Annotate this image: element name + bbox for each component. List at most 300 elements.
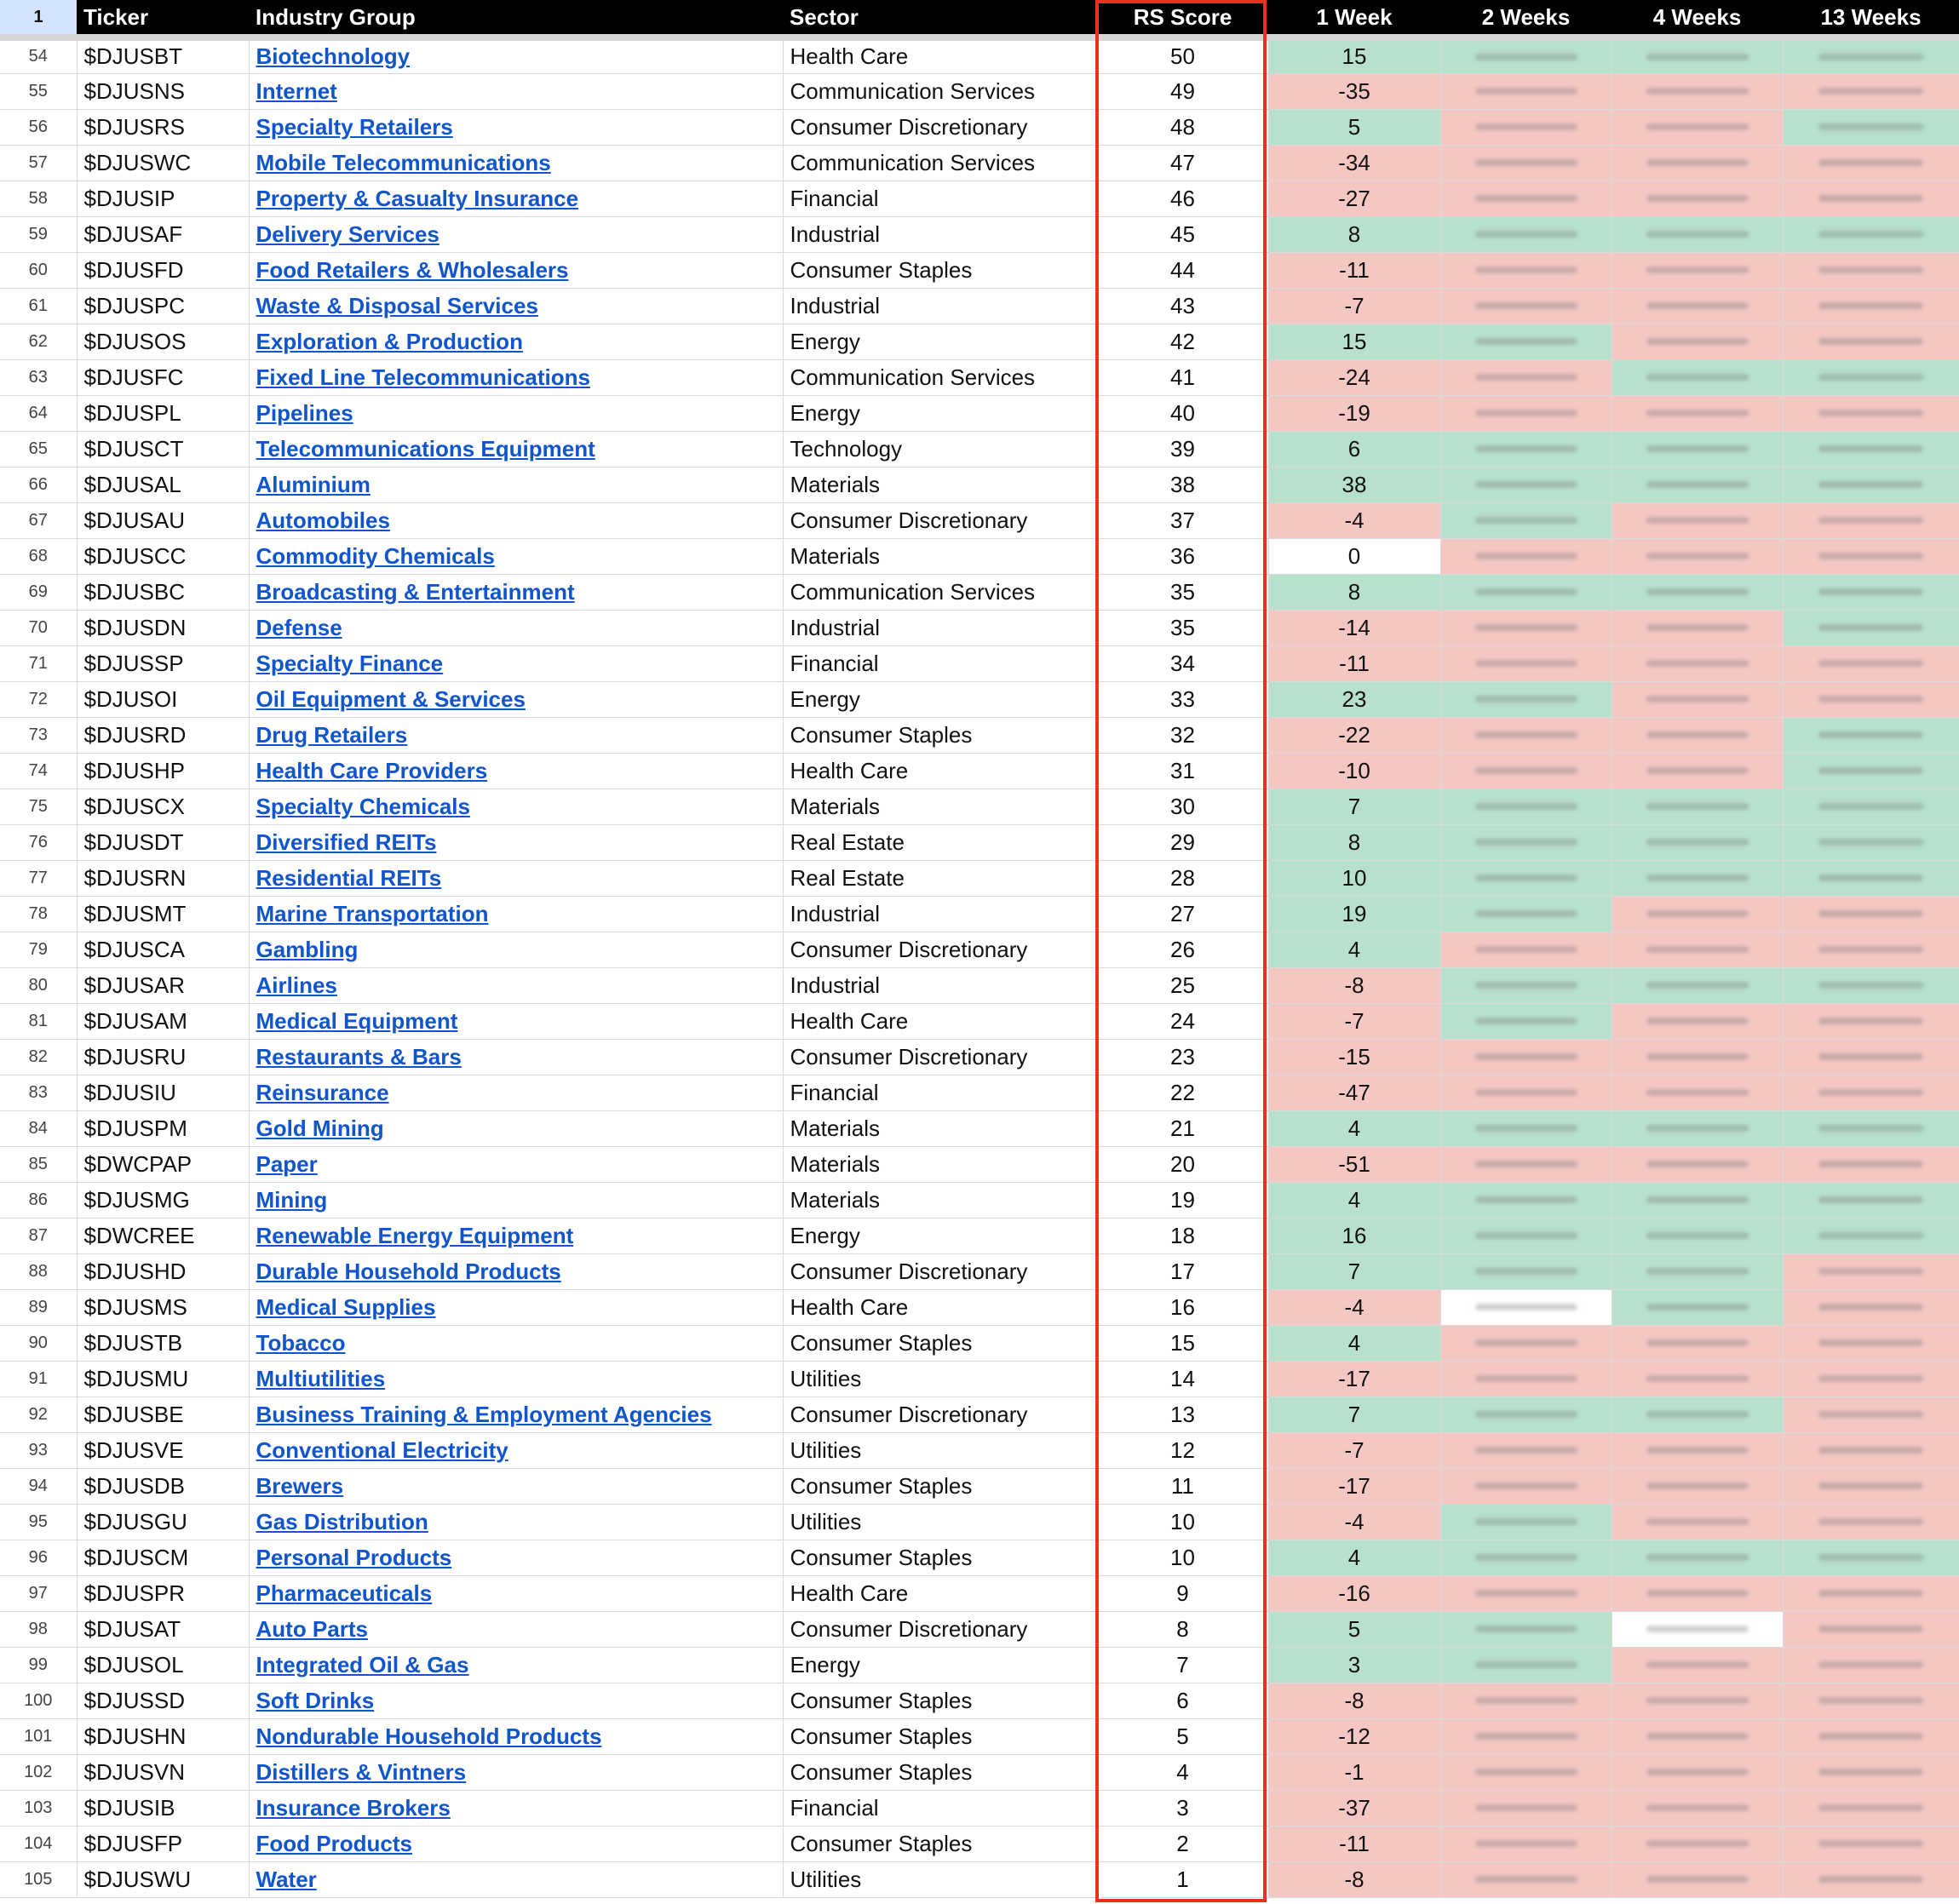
sector-cell[interactable]: Utilities xyxy=(783,1361,1097,1396)
industry-group-cell[interactable] xyxy=(249,896,783,932)
rs-score-cell[interactable]: 16 xyxy=(1097,1289,1268,1325)
blurred-4-weeks-cell[interactable] xyxy=(1611,288,1783,324)
blurred-2-weeks-cell[interactable] xyxy=(1440,1003,1611,1039)
blurred-2-weeks-cell[interactable] xyxy=(1440,37,1611,73)
sector-cell[interactable]: Consumer Discretionary xyxy=(783,1253,1097,1289)
blurred-4-weeks-cell[interactable] xyxy=(1611,681,1783,717)
blurred-4-weeks-cell[interactable] xyxy=(1611,1504,1783,1540)
blurred-13-weeks-cell[interactable] xyxy=(1783,1683,1959,1718)
rs-score-cell[interactable]: 8 xyxy=(1097,1611,1268,1647)
ticker-cell[interactable]: $DJUSHN xyxy=(77,1718,249,1754)
row-number[interactable]: 63 xyxy=(0,359,77,395)
ticker-cell[interactable]: $DJUSTB xyxy=(77,1325,249,1361)
row-number[interactable]: 71 xyxy=(0,645,77,681)
row-number[interactable]: 102 xyxy=(0,1754,77,1790)
ticker-cell[interactable]: $DJUSBE xyxy=(77,1396,249,1432)
industry-group-cell[interactable] xyxy=(249,1754,783,1790)
row-number[interactable]: 68 xyxy=(0,538,77,574)
row-number[interactable]: 76 xyxy=(0,824,77,860)
sector-cell[interactable]: Industrial xyxy=(783,967,1097,1003)
industry-group-link[interactable]: Specialty Retailers xyxy=(256,113,453,140)
row-number[interactable]: 70 xyxy=(0,610,77,645)
blurred-13-weeks-cell[interactable] xyxy=(1783,1182,1959,1218)
ticker-cell[interactable]: $DJUSWC xyxy=(77,145,249,181)
blurred-2-weeks-cell[interactable] xyxy=(1440,1325,1611,1361)
ticker-cell[interactable]: $DJUSMG xyxy=(77,1182,249,1218)
sector-cell[interactable]: Health Care xyxy=(783,1003,1097,1039)
ticker-cell[interactable]: $DJUSPR xyxy=(77,1575,249,1611)
week-1-change-cell[interactable]: -14 xyxy=(1268,610,1440,645)
sector-cell[interactable]: Energy xyxy=(783,1647,1097,1683)
week-1-change-cell[interactable]: -4 xyxy=(1268,1289,1440,1325)
week-1-change-cell[interactable]: 16 xyxy=(1268,1218,1440,1253)
week-1-change-cell[interactable]: -27 xyxy=(1268,181,1440,216)
blurred-4-weeks-cell[interactable] xyxy=(1611,395,1783,431)
blurred-13-weeks-cell[interactable] xyxy=(1783,181,1959,216)
industry-group-cell[interactable] xyxy=(249,1611,783,1647)
blurred-13-weeks-cell[interactable] xyxy=(1783,574,1959,610)
week-1-change-cell[interactable]: 4 xyxy=(1268,1540,1440,1575)
industry-group-cell[interactable] xyxy=(249,1468,783,1504)
industry-group-cell[interactable] xyxy=(249,37,783,73)
sector-cell[interactable]: Financial xyxy=(783,645,1097,681)
blurred-2-weeks-cell[interactable] xyxy=(1440,1683,1611,1718)
week-1-change-cell[interactable]: -4 xyxy=(1268,1504,1440,1540)
blurred-2-weeks-cell[interactable] xyxy=(1440,681,1611,717)
industry-group-cell[interactable] xyxy=(249,1718,783,1754)
industry-group-cell[interactable] xyxy=(249,538,783,574)
rs-score-cell[interactable]: 43 xyxy=(1097,288,1268,324)
blurred-13-weeks-cell[interactable] xyxy=(1783,1003,1959,1039)
ticker-cell[interactable]: $DJUSNS xyxy=(77,73,249,109)
blurred-2-weeks-cell[interactable] xyxy=(1440,1647,1611,1683)
ticker-cell[interactable]: $DJUSFD xyxy=(77,252,249,288)
industry-group-link[interactable]: Drug Retailers xyxy=(256,721,408,748)
sector-cell[interactable]: Consumer Discretionary xyxy=(783,932,1097,967)
week-1-change-cell[interactable]: 38 xyxy=(1268,467,1440,502)
rs-score-cell[interactable]: 7 xyxy=(1097,1647,1268,1683)
blurred-2-weeks-cell[interactable] xyxy=(1440,1540,1611,1575)
industry-group-link[interactable]: Oil Equipment & Services xyxy=(256,685,526,712)
blurred-13-weeks-cell[interactable] xyxy=(1783,359,1959,395)
industry-group-link[interactable]: Tobacco xyxy=(256,1329,346,1356)
industry-group-cell[interactable] xyxy=(249,145,783,181)
industry-group-link[interactable]: Renewable Energy Equipment xyxy=(256,1222,574,1248)
industry-group-cell[interactable] xyxy=(249,73,783,109)
industry-group-cell[interactable] xyxy=(249,1110,783,1146)
row-number[interactable]: 105 xyxy=(0,1861,77,1897)
industry-group-cell[interactable] xyxy=(249,681,783,717)
week-1-change-cell[interactable]: 4 xyxy=(1268,932,1440,967)
week-1-change-cell[interactable]: -16 xyxy=(1268,1575,1440,1611)
sector-cell[interactable]: Health Care xyxy=(783,1575,1097,1611)
blurred-13-weeks-cell[interactable] xyxy=(1783,73,1959,109)
rs-score-cell[interactable]: 24 xyxy=(1097,1003,1268,1039)
blurred-13-weeks-cell[interactable] xyxy=(1783,1540,1959,1575)
row-number[interactable]: 85 xyxy=(0,1146,77,1182)
sector-cell[interactable]: Utilities xyxy=(783,1432,1097,1468)
blurred-13-weeks-cell[interactable] xyxy=(1783,395,1959,431)
blurred-13-weeks-cell[interactable] xyxy=(1783,1718,1959,1754)
sector-cell[interactable]: Technology xyxy=(783,431,1097,467)
blurred-4-weeks-cell[interactable] xyxy=(1611,1146,1783,1182)
industry-group-cell[interactable] xyxy=(249,1540,783,1575)
blurred-13-weeks-cell[interactable] xyxy=(1783,789,1959,824)
row-number[interactable]: 62 xyxy=(0,324,77,359)
row-number[interactable]: 92 xyxy=(0,1396,77,1432)
rs-score-cell[interactable]: 5 xyxy=(1097,1718,1268,1754)
row-number[interactable]: 64 xyxy=(0,395,77,431)
week-1-change-cell[interactable]: -37 xyxy=(1268,1790,1440,1826)
week-1-change-cell[interactable]: -24 xyxy=(1268,359,1440,395)
industry-group-cell[interactable] xyxy=(249,1861,783,1897)
rs-score-cell[interactable]: 35 xyxy=(1097,574,1268,610)
column-header-industry-group[interactable]: Industry Group xyxy=(249,0,783,37)
industry-group-link[interactable]: Food Retailers & Wholesalers xyxy=(256,256,569,283)
column-header-4-weeks[interactable]: 4 Weeks xyxy=(1611,0,1783,37)
rs-score-cell[interactable]: 27 xyxy=(1097,896,1268,932)
rs-score-cell[interactable]: 9 xyxy=(1097,1575,1268,1611)
blurred-2-weeks-cell[interactable] xyxy=(1440,1146,1611,1182)
week-1-change-cell[interactable]: -4 xyxy=(1268,502,1440,538)
rs-score-cell[interactable]: 12 xyxy=(1097,1432,1268,1468)
industry-group-cell[interactable] xyxy=(249,181,783,216)
rs-score-cell[interactable]: 22 xyxy=(1097,1075,1268,1110)
sector-cell[interactable]: Industrial xyxy=(783,610,1097,645)
industry-group-cell[interactable] xyxy=(249,1504,783,1540)
blurred-13-weeks-cell[interactable] xyxy=(1783,324,1959,359)
week-1-change-cell[interactable]: -12 xyxy=(1268,1718,1440,1754)
blurred-13-weeks-cell[interactable] xyxy=(1783,824,1959,860)
week-1-change-cell[interactable]: 23 xyxy=(1268,681,1440,717)
industry-group-link[interactable]: Durable Household Products xyxy=(256,1258,561,1284)
blurred-13-weeks-cell[interactable] xyxy=(1783,753,1959,789)
ticker-cell[interactable]: $DWCPAP xyxy=(77,1146,249,1182)
row-number[interactable]: 93 xyxy=(0,1432,77,1468)
blurred-13-weeks-cell[interactable] xyxy=(1783,502,1959,538)
rs-score-cell[interactable]: 46 xyxy=(1097,181,1268,216)
industry-group-cell[interactable] xyxy=(249,109,783,145)
ticker-cell[interactable]: $DJUSIP xyxy=(77,181,249,216)
rs-score-cell[interactable]: 25 xyxy=(1097,967,1268,1003)
week-1-change-cell[interactable]: -17 xyxy=(1268,1361,1440,1396)
sector-cell[interactable]: Consumer Staples xyxy=(783,1826,1097,1861)
week-1-change-cell[interactable]: 10 xyxy=(1268,860,1440,896)
rs-score-cell[interactable]: 41 xyxy=(1097,359,1268,395)
blurred-13-weeks-cell[interactable] xyxy=(1783,1218,1959,1253)
week-1-change-cell[interactable]: 4 xyxy=(1268,1182,1440,1218)
industry-group-cell[interactable] xyxy=(249,932,783,967)
blurred-13-weeks-cell[interactable] xyxy=(1783,1790,1959,1826)
sector-cell[interactable]: Utilities xyxy=(783,1861,1097,1897)
industry-group-cell[interactable] xyxy=(249,252,783,288)
blurred-2-weeks-cell[interactable] xyxy=(1440,1182,1611,1218)
blurred-4-weeks-cell[interactable] xyxy=(1611,1289,1783,1325)
blurred-13-weeks-cell[interactable] xyxy=(1783,1396,1959,1432)
column-header-ticker[interactable]: Ticker xyxy=(77,0,249,37)
blurred-2-weeks-cell[interactable] xyxy=(1440,1039,1611,1075)
rs-score-cell[interactable]: 19 xyxy=(1097,1182,1268,1218)
sector-cell[interactable]: Materials xyxy=(783,1146,1097,1182)
ticker-cell[interactable]: $DJUSIB xyxy=(77,1790,249,1826)
row-number-header[interactable]: 1 xyxy=(0,0,77,37)
sector-cell[interactable]: Energy xyxy=(783,681,1097,717)
sector-cell[interactable]: Consumer Discretionary xyxy=(783,502,1097,538)
ticker-cell[interactable]: $DJUSAT xyxy=(77,1611,249,1647)
ticker-cell[interactable]: $DJUSMU xyxy=(77,1361,249,1396)
blurred-2-weeks-cell[interactable] xyxy=(1440,824,1611,860)
industry-group-cell[interactable] xyxy=(249,1325,783,1361)
industry-group-cell[interactable] xyxy=(249,288,783,324)
blurred-4-weeks-cell[interactable] xyxy=(1611,1396,1783,1432)
industry-group-link[interactable]: Restaurants & Bars xyxy=(256,1043,462,1070)
blurred-4-weeks-cell[interactable] xyxy=(1611,789,1783,824)
industry-group-link[interactable]: Commodity Chemicals xyxy=(256,542,495,569)
sector-cell[interactable]: Consumer Staples xyxy=(783,1540,1097,1575)
industry-group-link[interactable]: Brewers xyxy=(256,1472,344,1499)
sector-cell[interactable]: Materials xyxy=(783,1182,1097,1218)
ticker-cell[interactable]: $DJUSWU xyxy=(77,1861,249,1897)
industry-group-link[interactable]: Medical Equipment xyxy=(256,1007,458,1034)
week-1-change-cell[interactable]: 8 xyxy=(1268,574,1440,610)
rs-score-cell[interactable]: 2 xyxy=(1097,1826,1268,1861)
industry-group-link[interactable]: Gold Mining xyxy=(256,1115,384,1141)
industry-group-cell[interactable] xyxy=(249,1146,783,1182)
sector-cell[interactable]: Financial xyxy=(783,1790,1097,1826)
blurred-2-weeks-cell[interactable] xyxy=(1440,1432,1611,1468)
row-number[interactable]: 57 xyxy=(0,145,77,181)
rs-score-cell[interactable]: 38 xyxy=(1097,467,1268,502)
blurred-4-weeks-cell[interactable] xyxy=(1611,1540,1783,1575)
row-number[interactable]: 60 xyxy=(0,252,77,288)
sector-cell[interactable]: Industrial xyxy=(783,288,1097,324)
sector-cell[interactable]: Consumer Staples xyxy=(783,717,1097,753)
ticker-cell[interactable]: $DJUSRD xyxy=(77,717,249,753)
industry-group-cell[interactable] xyxy=(249,860,783,896)
blurred-4-weeks-cell[interactable] xyxy=(1611,1861,1783,1897)
blurred-4-weeks-cell[interactable] xyxy=(1611,37,1783,73)
blurred-4-weeks-cell[interactable] xyxy=(1611,1325,1783,1361)
rs-score-cell[interactable]: 10 xyxy=(1097,1504,1268,1540)
rs-score-cell[interactable]: 26 xyxy=(1097,932,1268,967)
ticker-cell[interactable]: $DJUSRU xyxy=(77,1039,249,1075)
blurred-4-weeks-cell[interactable] xyxy=(1611,109,1783,145)
ticker-cell[interactable]: $DJUSDB xyxy=(77,1468,249,1504)
blurred-4-weeks-cell[interactable] xyxy=(1611,1826,1783,1861)
blurred-13-weeks-cell[interactable] xyxy=(1783,252,1959,288)
blurred-2-weeks-cell[interactable] xyxy=(1440,395,1611,431)
row-number[interactable]: 59 xyxy=(0,216,77,252)
blurred-4-weeks-cell[interactable] xyxy=(1611,1110,1783,1146)
ticker-cell[interactable]: $DJUSPL xyxy=(77,395,249,431)
sector-cell[interactable]: Real Estate xyxy=(783,860,1097,896)
column-header-1-week[interactable]: 1 Week xyxy=(1268,0,1440,37)
industry-group-link[interactable]: Personal Products xyxy=(256,1544,452,1570)
sector-cell[interactable]: Consumer Discretionary xyxy=(783,109,1097,145)
blurred-2-weeks-cell[interactable] xyxy=(1440,467,1611,502)
rs-score-cell[interactable]: 34 xyxy=(1097,645,1268,681)
industry-group-link[interactable]: Specialty Finance xyxy=(256,650,444,676)
blurred-13-weeks-cell[interactable] xyxy=(1783,1325,1959,1361)
blurred-2-weeks-cell[interactable] xyxy=(1440,502,1611,538)
rs-score-cell[interactable]: 35 xyxy=(1097,610,1268,645)
row-number[interactable]: 78 xyxy=(0,896,77,932)
blurred-13-weeks-cell[interactable] xyxy=(1783,932,1959,967)
blurred-4-weeks-cell[interactable] xyxy=(1611,1253,1783,1289)
industry-group-cell[interactable] xyxy=(249,1039,783,1075)
industry-group-link[interactable]: Water xyxy=(256,1866,317,1892)
row-number[interactable]: 98 xyxy=(0,1611,77,1647)
industry-group-link[interactable]: Auto Parts xyxy=(256,1615,368,1642)
industry-group-link[interactable]: Paper xyxy=(256,1150,318,1177)
industry-group-cell[interactable] xyxy=(249,1253,783,1289)
blurred-4-weeks-cell[interactable] xyxy=(1611,896,1783,932)
week-1-change-cell[interactable]: -19 xyxy=(1268,395,1440,431)
blurred-4-weeks-cell[interactable] xyxy=(1611,1647,1783,1683)
blurred-2-weeks-cell[interactable] xyxy=(1440,1718,1611,1754)
blurred-13-weeks-cell[interactable] xyxy=(1783,1861,1959,1897)
blurred-4-weeks-cell[interactable] xyxy=(1611,1182,1783,1218)
rs-score-cell[interactable]: 4 xyxy=(1097,1754,1268,1790)
row-number[interactable]: 90 xyxy=(0,1325,77,1361)
row-number[interactable]: 66 xyxy=(0,467,77,502)
sector-cell[interactable]: Consumer Staples xyxy=(783,1683,1097,1718)
industry-group-link[interactable]: Biotechnology xyxy=(256,43,411,70)
blurred-13-weeks-cell[interactable] xyxy=(1783,538,1959,574)
blurred-2-weeks-cell[interactable] xyxy=(1440,359,1611,395)
ticker-cell[interactable]: $DJUSAF xyxy=(77,216,249,252)
row-number[interactable]: 74 xyxy=(0,753,77,789)
industry-group-link[interactable]: Aluminium xyxy=(256,471,371,497)
ticker-cell[interactable]: $DJUSVE xyxy=(77,1432,249,1468)
ticker-cell[interactable]: $DJUSDT xyxy=(77,824,249,860)
rs-score-cell[interactable]: 30 xyxy=(1097,789,1268,824)
blurred-13-weeks-cell[interactable] xyxy=(1783,1826,1959,1861)
industry-group-link[interactable]: Internet xyxy=(256,77,337,104)
row-number[interactable]: 54 xyxy=(0,37,77,73)
row-number[interactable]: 72 xyxy=(0,681,77,717)
industry-group-link[interactable]: Airlines xyxy=(256,972,337,998)
week-1-change-cell[interactable]: -47 xyxy=(1268,1075,1440,1110)
sector-cell[interactable]: Consumer Discretionary xyxy=(783,1611,1097,1647)
sector-cell[interactable]: Industrial xyxy=(783,896,1097,932)
blurred-4-weeks-cell[interactable] xyxy=(1611,1683,1783,1718)
industry-group-cell[interactable] xyxy=(249,789,783,824)
industry-group-link[interactable]: Food Products xyxy=(256,1830,412,1856)
week-1-change-cell[interactable]: -34 xyxy=(1268,145,1440,181)
week-1-change-cell[interactable]: -11 xyxy=(1268,1826,1440,1861)
industry-group-cell[interactable] xyxy=(249,1361,783,1396)
industry-group-cell[interactable] xyxy=(249,574,783,610)
blurred-4-weeks-cell[interactable] xyxy=(1611,1468,1783,1504)
industry-group-link[interactable]: Exploration & Production xyxy=(256,328,523,354)
blurred-2-weeks-cell[interactable] xyxy=(1440,1861,1611,1897)
ticker-cell[interactable]: $DJUSAU xyxy=(77,502,249,538)
industry-group-link[interactable]: Integrated Oil & Gas xyxy=(256,1651,469,1677)
row-number[interactable]: 77 xyxy=(0,860,77,896)
blurred-13-weeks-cell[interactable] xyxy=(1783,1647,1959,1683)
blurred-4-weeks-cell[interactable] xyxy=(1611,1218,1783,1253)
blurred-4-weeks-cell[interactable] xyxy=(1611,431,1783,467)
week-1-change-cell[interactable]: 3 xyxy=(1268,1647,1440,1683)
industry-group-cell[interactable] xyxy=(249,717,783,753)
sector-cell[interactable]: Consumer Staples xyxy=(783,1754,1097,1790)
sector-cell[interactable]: Health Care xyxy=(783,37,1097,73)
week-1-change-cell[interactable]: -7 xyxy=(1268,1003,1440,1039)
blurred-2-weeks-cell[interactable] xyxy=(1440,896,1611,932)
rs-score-cell[interactable]: 31 xyxy=(1097,753,1268,789)
rs-score-cell[interactable]: 21 xyxy=(1097,1110,1268,1146)
sector-cell[interactable]: Consumer Staples xyxy=(783,1325,1097,1361)
ticker-cell[interactable]: $DJUSHD xyxy=(77,1253,249,1289)
blurred-2-weeks-cell[interactable] xyxy=(1440,109,1611,145)
row-number[interactable]: 95 xyxy=(0,1504,77,1540)
rs-score-cell[interactable]: 23 xyxy=(1097,1039,1268,1075)
blurred-4-weeks-cell[interactable] xyxy=(1611,1718,1783,1754)
blurred-2-weeks-cell[interactable] xyxy=(1440,860,1611,896)
ticker-cell[interactable]: $DJUSCM xyxy=(77,1540,249,1575)
blurred-13-weeks-cell[interactable] xyxy=(1783,1468,1959,1504)
sector-cell[interactable]: Communication Services xyxy=(783,73,1097,109)
industry-group-cell[interactable] xyxy=(249,502,783,538)
industry-group-link[interactable]: Automobiles xyxy=(256,507,390,533)
blurred-2-weeks-cell[interactable] xyxy=(1440,717,1611,753)
industry-group-cell[interactable] xyxy=(249,467,783,502)
sector-cell[interactable]: Consumer Staples xyxy=(783,1718,1097,1754)
blurred-2-weeks-cell[interactable] xyxy=(1440,1289,1611,1325)
blurred-13-weeks-cell[interactable] xyxy=(1783,1253,1959,1289)
rs-score-cell[interactable]: 18 xyxy=(1097,1218,1268,1253)
sector-cell[interactable]: Energy xyxy=(783,1218,1097,1253)
week-1-change-cell[interactable]: -10 xyxy=(1268,753,1440,789)
rs-score-cell[interactable]: 6 xyxy=(1097,1683,1268,1718)
sector-cell[interactable]: Communication Services xyxy=(783,359,1097,395)
week-1-change-cell[interactable]: -11 xyxy=(1268,252,1440,288)
blurred-4-weeks-cell[interactable] xyxy=(1611,216,1783,252)
sector-cell[interactable]: Utilities xyxy=(783,1504,1097,1540)
blurred-4-weeks-cell[interactable] xyxy=(1611,967,1783,1003)
row-number[interactable]: 65 xyxy=(0,431,77,467)
rs-score-cell[interactable]: 32 xyxy=(1097,717,1268,753)
blurred-4-weeks-cell[interactable] xyxy=(1611,1611,1783,1647)
rs-score-cell[interactable]: 17 xyxy=(1097,1253,1268,1289)
blurred-2-weeks-cell[interactable] xyxy=(1440,288,1611,324)
blurred-4-weeks-cell[interactable] xyxy=(1611,753,1783,789)
sector-cell[interactable]: Real Estate xyxy=(783,824,1097,860)
blurred-2-weeks-cell[interactable] xyxy=(1440,1611,1611,1647)
rs-score-cell[interactable]: 29 xyxy=(1097,824,1268,860)
blurred-4-weeks-cell[interactable] xyxy=(1611,538,1783,574)
week-1-change-cell[interactable]: 0 xyxy=(1268,538,1440,574)
industry-group-cell[interactable] xyxy=(249,967,783,1003)
industry-group-link[interactable]: Waste & Disposal Services xyxy=(256,292,538,318)
industry-group-link[interactable]: Residential REITs xyxy=(256,864,442,891)
blurred-13-weeks-cell[interactable] xyxy=(1783,216,1959,252)
week-1-change-cell[interactable]: -15 xyxy=(1268,1039,1440,1075)
blurred-4-weeks-cell[interactable] xyxy=(1611,610,1783,645)
row-number[interactable]: 94 xyxy=(0,1468,77,1504)
sector-cell[interactable]: Health Care xyxy=(783,753,1097,789)
blurred-2-weeks-cell[interactable] xyxy=(1440,753,1611,789)
week-1-change-cell[interactable]: -11 xyxy=(1268,645,1440,681)
blurred-4-weeks-cell[interactable] xyxy=(1611,1003,1783,1039)
industry-group-cell[interactable] xyxy=(249,753,783,789)
row-number[interactable]: 58 xyxy=(0,181,77,216)
industry-group-cell[interactable] xyxy=(249,610,783,645)
week-1-change-cell[interactable]: 8 xyxy=(1268,824,1440,860)
rs-score-cell[interactable]: 14 xyxy=(1097,1361,1268,1396)
ticker-cell[interactable]: $DJUSMS xyxy=(77,1289,249,1325)
